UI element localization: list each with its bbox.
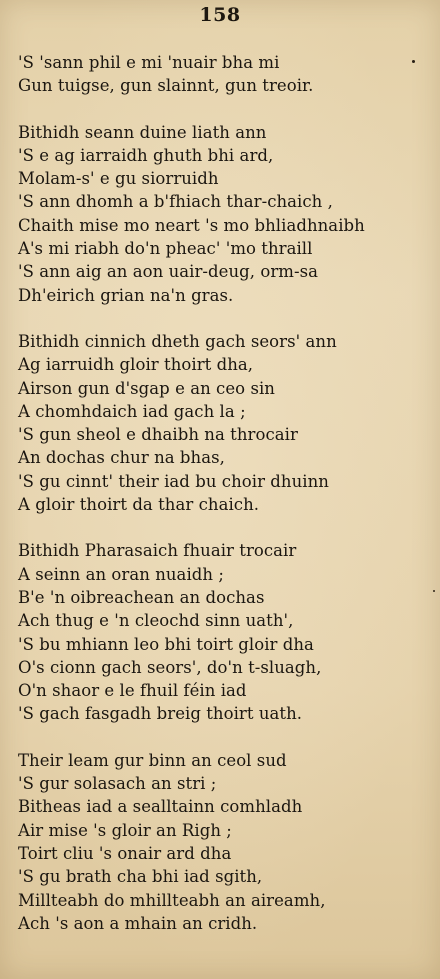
verse-line: Dh'eirich grian na'n gras.: [18, 285, 234, 305]
stanza-2: [18, 121, 436, 307]
verse-line: 'S e ag iarraidh ghuth bhi ard,: [18, 145, 274, 165]
verse-line: Their leam gur binn an ceol sud: [18, 750, 287, 770]
verse-line: 'S ann dhomh a b'fhiach thar-chaich ,: [18, 192, 333, 212]
verse-line: Toirt cliu 's onair ard dha: [18, 843, 232, 863]
stanza-5: [18, 749, 436, 935]
verse-line: Millteabh do mhillteabh an aireamh,: [18, 890, 326, 910]
verse-line: 'S bu mhiann leo bhi toirt gloir dha: [18, 634, 314, 654]
verse-line: 'S gu brath cha bhi iad sgith,: [18, 867, 263, 887]
verse-line: O'n shaor e le fhuil féin iad: [18, 681, 247, 701]
verse-line: Chaith mise mo neart 's mo bhliadhnaibh: [18, 215, 365, 235]
verse-line: An dochas chur na bhas,: [18, 448, 225, 468]
verse-line: Ag iarruidh gloir thoirt dha,: [18, 355, 254, 375]
verse-line: Airson gun d'sgap e an ceo sin: [18, 378, 275, 398]
verse-line: 'S gach fasgadh breig thoirt uath.: [18, 704, 303, 724]
verse-line: A gloir thoirt da thar chaich.: [18, 495, 260, 515]
verse-line: A chomhdaich iad gach la ;: [18, 401, 246, 421]
verse-line: 'S ann aig an aon uair-deug, orm-sa: [18, 262, 318, 282]
verse-line: Air mise 's gloir an Righ ;: [18, 820, 232, 840]
verse-line: Bithidh Pharasaich fhuair trocair: [18, 541, 297, 561]
verse-line: Bithidh cinnich dheth gach seors' ann: [18, 331, 337, 351]
verse-line: Gun tuigse, gun slainnt, gun treoir.: [18, 76, 314, 96]
verse-line: 'S 'sann phil e mi 'nuair bha mi: [18, 53, 280, 72]
verse-line: B'e 'n oibreachean an dochas: [18, 587, 265, 607]
page-number: 158: [199, 4, 241, 26]
verse-line: 'S gur solasach an stri ;: [18, 774, 217, 794]
verse-line: Ach thug e 'n cleochd sinn uath',: [18, 611, 294, 631]
verse-line: 'S gu cinnt' their iad bu choir dhuinn: [18, 471, 329, 491]
verse-line: Bithidh seann duine liath ann: [18, 122, 267, 142]
verse-line: A's mi riabh do'n pheac' 'mo thraill: [18, 239, 313, 259]
poem-body: [18, 51, 436, 958]
stanza-4: [18, 539, 436, 725]
verse-line: A seinn an oran nuaidh ;: [18, 564, 224, 584]
stanza-1: [18, 51, 436, 98]
verse-line: Molam-s' e gu siorruidh: [18, 169, 219, 189]
verse-line: O's cionn gach seors', do'n t-sluagh,: [18, 657, 322, 677]
verse-line: Bitheas iad a sealltainn comhladh: [18, 797, 303, 817]
verse-line: 'S gun sheol e dhaibh na throcair: [18, 425, 298, 445]
verse-line: Ach 's aon a mhain an cridh.: [18, 913, 258, 933]
stanza-3: [18, 330, 436, 516]
